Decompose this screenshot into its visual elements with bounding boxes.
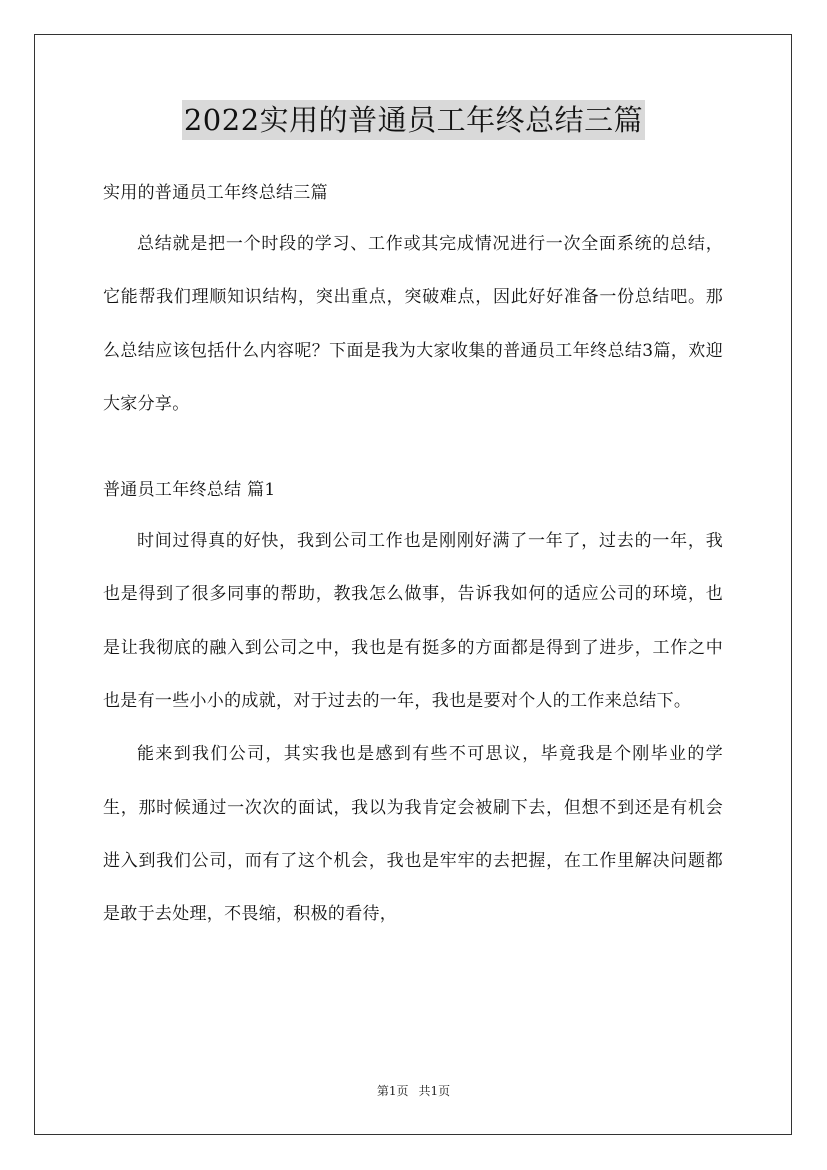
section-heading: 普通员工年终总结 篇1: [103, 480, 276, 501]
document-subtitle: 实用的普通员工年终总结三篇: [103, 183, 328, 203]
page-number: 第1页: [376, 1084, 409, 1098]
page-total: 共1页: [418, 1084, 451, 1098]
body-paragraph: 时间过得真的好快，我到公司工作也是刚刚好满了一年了，过去的一年，我也是得到了很多同事的帮助，教我怎么做事，告诉我如何的适应公司的环境，也是让我彻底的融入到公司之中，我也是有挺多的方面都是得到了进步，工作之中也是有一些小小的成就，对于过去的一年，我也是要对个人的工作来总结下。: [103, 531, 723, 712]
page-footer: [0, 1083, 827, 1099]
body-paragraph: 能来到我们公司，其实我也是感到有些不可思议，毕竟我是个刚毕业的学生，那时候通过一次次的面试，我以为我肯定会被刷下去，但想不到还是有机会进入到我们公司，而有了这个机会，我也是牢牢的去把握，在工作里解决问题都是敢于去处理，不畏缩，积极的看待，: [103, 744, 723, 925]
document-body: [103, 172, 723, 942]
document-title: 2022实用的普通员工年终总结三篇: [182, 100, 645, 140]
title-area: [0, 100, 827, 140]
intro-paragraph: 总结就是把一个时段的学习、工作或其完成情况进行一次全面系统的总结，它能帮我们理顺知识结构，突出重点，突破难点，因此好好准备一份总结吧。那么总结应该包括什么内容呢？下面是我为大家收集的普通员工年终总结3篇，欢迎大家分享。: [103, 234, 723, 414]
